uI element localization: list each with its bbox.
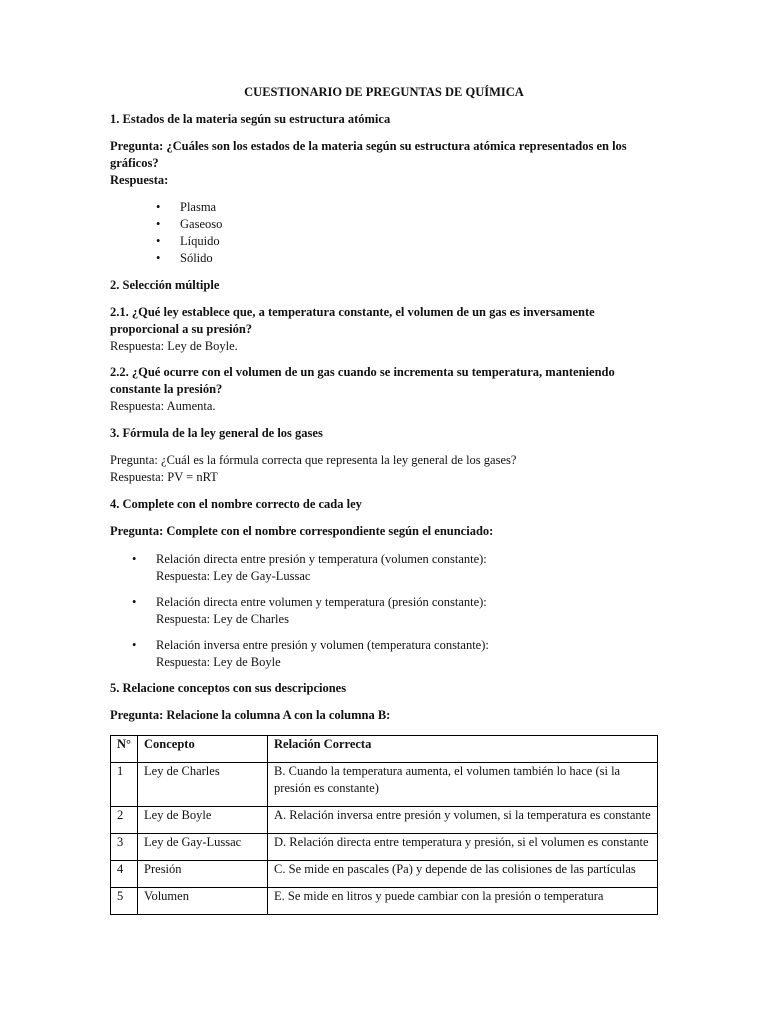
- list-item: [132, 551, 658, 585]
- section-4-question: Pregunta: Complete con el nombre correspondiente según el enunciado:: [110, 524, 494, 538]
- section-1-question: Pregunta: ¿Cuáles son los estados de la materia según su estructura atómica representados en los gráficos?: [110, 139, 627, 170]
- table-cell-number: 5: [111, 888, 138, 915]
- section-4-heading: 4. Complete con el nombre correcto de cada ley: [110, 497, 362, 511]
- column-header-relation: Relación Correcta: [268, 736, 658, 763]
- table-cell-concept: Ley de Gay-Lussac: [138, 834, 268, 861]
- table-cell-concept: Presión: [138, 861, 268, 888]
- table-row: [111, 763, 658, 807]
- table-cell-relation: C. Se mide en pascales (Pa) y depende de las colisiones de las partículas: [268, 861, 658, 888]
- table-cell-concept: Ley de Boyle: [138, 807, 268, 834]
- section-3-answer: Respuesta: PV = nRT: [110, 470, 218, 484]
- section-5-heading: 5. Relacione conceptos con sus descripciones: [110, 681, 347, 695]
- list-item: • Líquido: [156, 233, 658, 250]
- laws-list: [110, 551, 658, 671]
- question-2-1: 2.1. ¿Qué ley establece que, a temperatura constante, el volumen de un gas es inversamente proporcional a su presión?: [110, 305, 595, 336]
- section-5-question: Pregunta: Relacione la columna A con la columna B:: [110, 708, 391, 722]
- table-cell-concept: Volumen: [138, 888, 268, 915]
- document-title: CUESTIONARIO DE PREGUNTAS DE QUÍMICA: [244, 85, 524, 99]
- section-1-answer-label: Respuesta:: [110, 173, 169, 187]
- section-3-heading: 3. Fórmula de la ley general de los gases: [110, 426, 323, 440]
- question-2-2: 2.2. ¿Qué ocurre con el volumen de un gas cuando se incrementa su temperatura, manteniendo constante la presión?: [110, 365, 615, 396]
- table-cell-number: 3: [111, 834, 138, 861]
- question-2-1-block: [110, 304, 658, 355]
- law-statement: • Relación directa entre presión y temperatura (volumen constante):: [156, 552, 487, 566]
- answer-2-2: Respuesta: Aumenta.: [110, 399, 216, 413]
- states-list: [110, 199, 658, 267]
- law-answer: Respuesta: Ley de Charles: [156, 612, 289, 626]
- table-cell-relation: D. Relación directa entre temperatura y presión, si el volumen es constante: [268, 834, 658, 861]
- table-cell-number: 4: [111, 861, 138, 888]
- answer-2-1: Respuesta: Ley de Boyle.: [110, 339, 238, 353]
- table-row: [111, 807, 658, 834]
- list-item: • Sólido: [156, 250, 658, 267]
- section-2-heading: 2. Selección múltiple: [110, 278, 220, 292]
- column-header-number: N°: [111, 736, 138, 763]
- list-item: [132, 594, 658, 628]
- table-row: [111, 834, 658, 861]
- table-cell-relation: B. Cuando la temperatura aumenta, el volumen también lo hace (si la presión es constante): [268, 763, 658, 807]
- relation-table: [110, 735, 658, 915]
- document-page: [110, 84, 658, 915]
- law-statement: • Relación inversa entre presión y volumen (temperatura constante):: [156, 638, 489, 652]
- law-answer: Respuesta: Ley de Boyle: [156, 655, 281, 669]
- table-cell-number: 1: [111, 763, 138, 807]
- section-3-block: [110, 452, 658, 486]
- section-3-question: Pregunta: ¿Cuál es la fórmula correcta que representa la ley general de los gases?: [110, 453, 517, 467]
- list-item: • Gaseoso: [156, 216, 658, 233]
- section-1-heading: 1. Estados de la materia según su estructura atómica: [110, 112, 391, 126]
- law-statement: • Relación directa entre volumen y temperatura (presión constante):: [156, 595, 487, 609]
- section-1-question-block: [110, 138, 658, 189]
- table-header-row: [111, 736, 658, 763]
- list-item: [132, 637, 658, 671]
- table-cell-concept: Ley de Charles: [138, 763, 268, 807]
- column-header-concept: Concepto: [138, 736, 268, 763]
- table-row: [111, 861, 658, 888]
- list-item: • Plasma: [156, 199, 658, 216]
- table-cell-number: 2: [111, 807, 138, 834]
- table-cell-relation: A. Relación inversa entre presión y volumen, si la temperatura es constante: [268, 807, 658, 834]
- question-2-2-block: [110, 364, 658, 415]
- law-answer: Respuesta: Ley de Gay-Lussac: [156, 569, 311, 583]
- table-cell-relation: E. Se mide en litros y puede cambiar con la presión o temperatura: [268, 888, 658, 915]
- table-row: [111, 888, 658, 915]
